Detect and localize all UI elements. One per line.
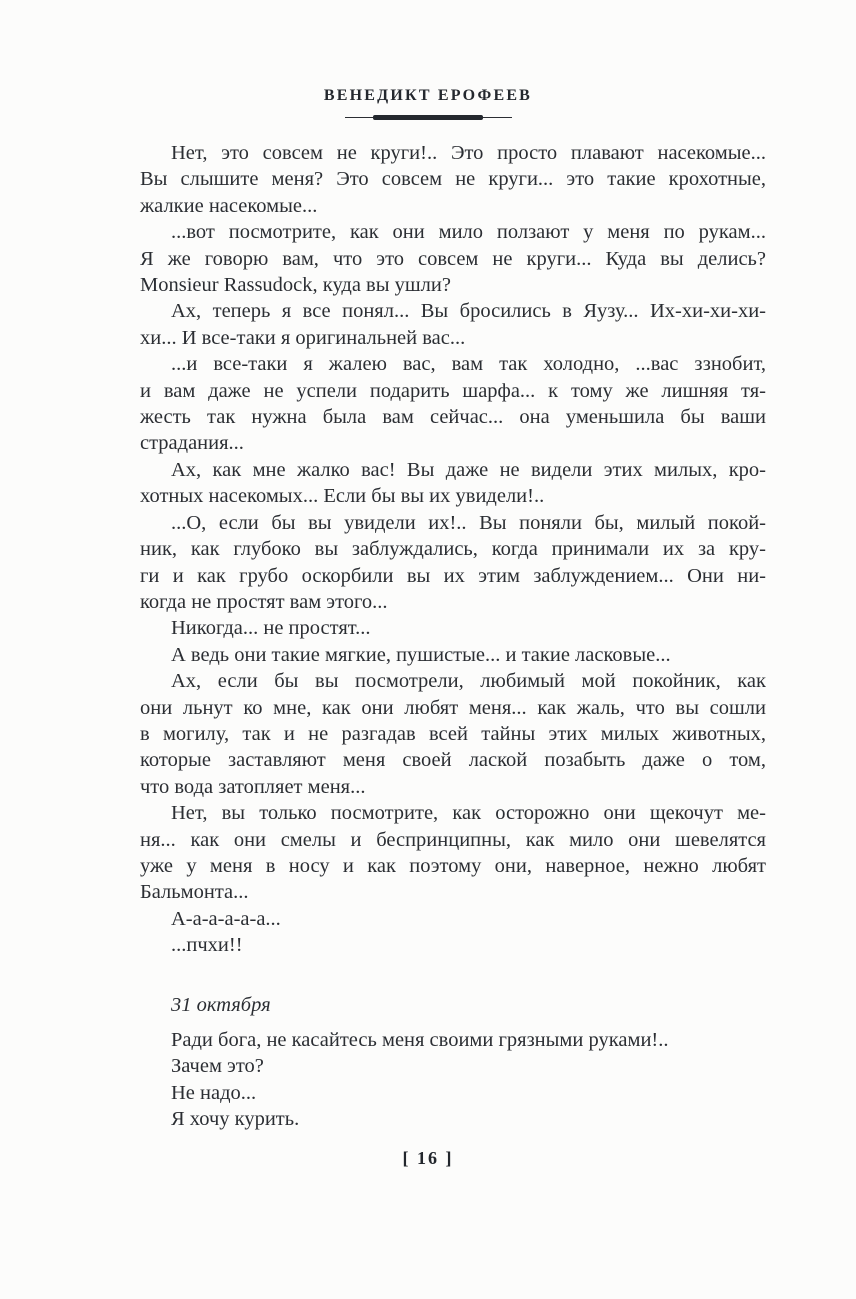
date-heading: 31 октября [171,993,271,1016]
text-line: Нет, вы только посмотрите, как осторожно они щекочут ме- [171,802,766,825]
paragraph [140,642,766,668]
paragraph [140,932,766,958]
text-line: страдания... [140,432,244,455]
text-line: А ведь они такие мягкие, пушистые... и такие ласковые... [171,643,671,666]
text-line: Вы слышите меня? Это совсем не круги... это такие крохотные, [140,168,766,191]
text-line: ...вот посмотрите, как они мило ползают у меня по рукам... [171,221,766,244]
text-line: Я хочу курить. [171,1108,300,1131]
text-line: ня... как они смелы и беспринципны, как мило они шевелятся [140,828,766,851]
paragraph [140,140,766,219]
text-line: Ради бога, не касайтесь меня своими грязными руками!.. [171,1029,669,1051]
text-line: Ах, теперь я все понял... Вы бросились в Яузу... Их-хи-хи-хи- [171,300,766,323]
text-line: Ах, как мне жалко вас! Вы даже не видели этих милых, кро- [171,458,766,481]
text-line: Зачем это? [171,1055,264,1078]
running-header-author: ВЕНЕДИКТ ЕРОФЕЕВ [323,87,533,104]
text-line: жесть так нужна была вам сейчас... она уменьшила бы ваши [140,406,766,429]
paragraph [140,510,766,616]
paragraph [140,1106,766,1132]
text-body [140,140,766,1133]
text-line: ...О, если бы вы увидели их!.. Вы поняли бы, милый покой- [171,511,766,534]
header-ornament-rule [345,117,512,118]
text-line: и вам даже не успели подарить шарфа... к тому же лишняя тя- [140,379,766,402]
text-line: жалкие насекомые... [140,194,318,217]
text-line: они льнут ко мне, как они любят меня... как жаль, что вы сошли [140,696,766,719]
text-line: что вода затопляет меня... [140,775,366,798]
text-line: Никогда... не простят... [171,617,371,640]
text-line: Бальмонта... [140,881,249,904]
text-line: А-а-а-а-а-а... [171,907,281,930]
text-line: ...пчхи!! [171,934,243,957]
paragraph [140,298,766,351]
paragraph [140,219,766,298]
paragraph [140,457,766,510]
paragraph [140,1080,766,1106]
text-line: хи... И все-таки я оригинальней вас... [140,326,466,349]
header-ornament-rule-center [373,115,483,120]
paragraph [140,351,766,457]
text-line: Я же говорю вам, что это совсем не круги... Куда вы делись? [140,247,766,270]
text-line: ник, как глубоко вы заблуждались, когда принимали их за кру- [140,538,766,561]
paragraph [140,615,766,641]
text-line: Нет, это совсем не круги!.. Это просто плавают насекомые... [171,142,766,164]
page-number: [ 16 ] [402,1148,454,1168]
paragraph [140,1053,766,1079]
text-line: в могилу, так и не разгадав всей тайны этих милых животных, [140,722,766,745]
text-line: Ах, если бы вы посмотрели, любимый мой покойник, как [171,670,766,693]
text-line: Не надо... [171,1081,257,1104]
text-line: когда не простят вам этого... [140,590,388,613]
text-line: уже у меня в носу и как поэтому они, наверное, нежно любят [140,854,766,877]
paragraph [140,1027,766,1053]
text-line: ...и все-таки я жалею вас, вам так холодно, ...вас ззнобит, [171,353,766,376]
text-line: Monsieur Rassudock, куда вы ушли? [140,274,451,297]
text-line: ги и как грубо оскорбили вы их этим заблуждением... Они ни- [140,564,766,587]
paragraph [140,668,766,800]
paragraph [140,800,766,906]
text-line: хотных насекомых... Если бы вы их увидели!.. [140,485,545,508]
paragraph [140,906,766,932]
text-line: которые заставляют меня своей лаской позабыть даже о том, [140,749,766,772]
